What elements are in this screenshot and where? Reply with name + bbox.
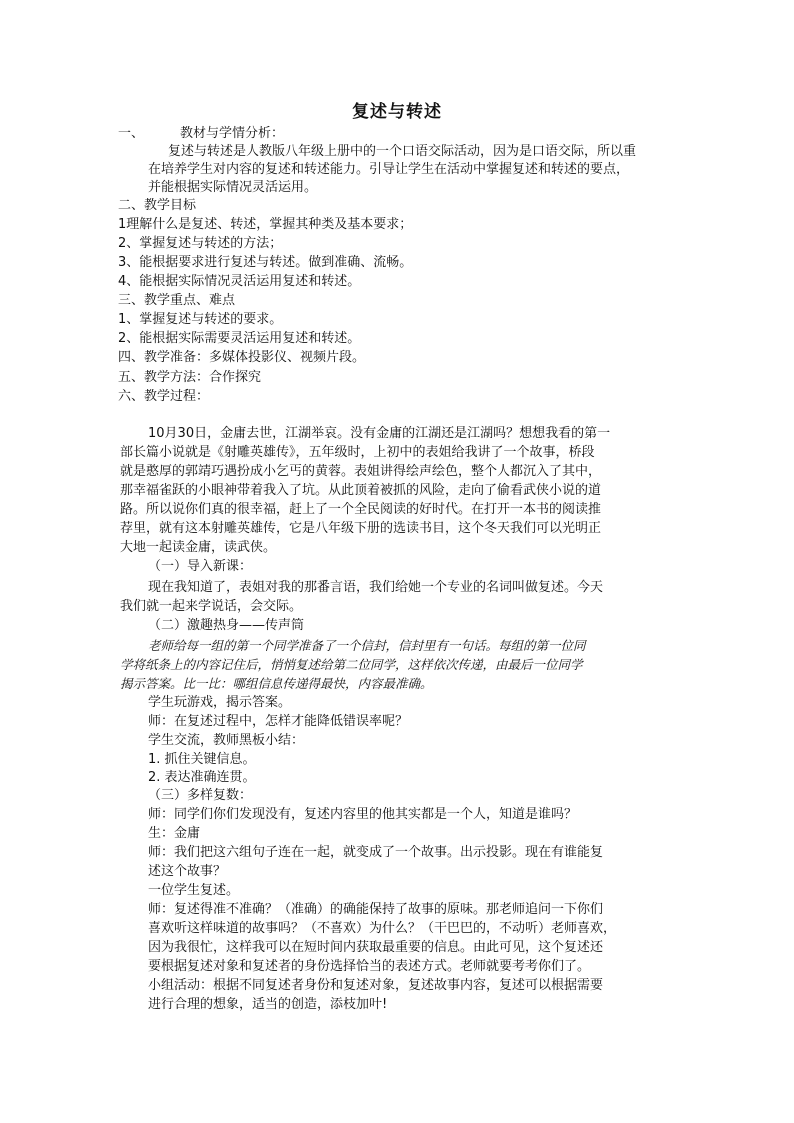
part-2-summary-item: 2. 表达准确连贯。 [148,770,256,785]
section-6-heading: 六、教学过程： [118,389,210,404]
part-2-activity-line: 学将纸条上的内容记住后，悄悄复述给第二位同学，这样依次传递，由最后一位同学 [120,657,583,672]
part-2-line: 学生玩游戏，揭示答案。 [148,695,292,710]
part-3-line: 喜欢听这样味道的故事吗？（不喜欢）为什么？（干巴巴的，不动听）老师喜欢， [148,921,617,936]
objective-item: 3、能根据要求进行复述与转述。做到准确、流畅。 [118,255,413,270]
part-3-line: 师：同学们你们发现没有，复述内容里的他其实都是一个人，知道是谁吗？ [148,807,578,822]
part-3-line: 师：我们把这六组句子连在一起，就变成了一个故事。出示投影。现在有谁能复 [148,845,604,860]
section-1-heading [118,124,284,143]
key-point-item: 1、掌握复述与转述的要求。 [118,312,283,327]
section-3-heading: 三、教学重点、难点 [118,293,236,308]
intro-line: 部长篇小说就是《射雕英雄传》，五年级时，上初中的表姐给我讲了一个故事，桥段 [120,445,595,460]
part-2-activity-line: 揭示答案。比一比：哪组信息传递得最快，内容最准确。 [120,676,433,691]
section-1-paragraph-line: 并能根据实际情况灵活运用。 [148,180,318,195]
intro-line: 大地一起读金庸，读武侠。 [120,540,277,555]
part-3-line: 生：金庸 [148,826,201,841]
intro-line: 那幸福雀跃的小眼神带着我入了坑。从此顶着被抓的风险，走向了偷看武侠小说的道 [120,483,602,498]
section-1-paragraph-line: 复述与转述是人教版八年级上册中的一个口语交际活动，因为是口语交际，所以重 [168,144,637,159]
part-2-summary-item: 1. 抓住关键信息。 [148,752,256,767]
section-2-heading: 二、教学目标 [118,198,197,213]
part-3-line: 一位学生复述。 [148,883,240,898]
part-3-line: 小组活动：根据不同复述者身份和复述对象，复述故事内容，复述可以根据需要 [148,978,604,993]
section-4-heading: 四、教学准备：多媒体投影仪、视频片段。 [118,350,366,365]
part-2-line: 师：在复述过程中，怎样才能降低错误率呢？ [148,714,409,729]
objective-item: 1理解什么是复述、转述，掌握其种类及基本要求； [118,217,413,232]
part-1-line: 现在我知道了，表姐对我的那番言语，我们给她一个专业的名词叫做复述。今天 [148,580,604,595]
part-1-heading: （一）导入新课： [148,559,253,574]
part-3-line: 因为我很忙，这样我可以在短时间内获取最重要的信息。由此可见，这个复述还 [148,940,604,955]
part-3-line: 师：复述得准不准确？（准确）的确能保持了故事的原味。那老师追问一下你们 [148,902,604,917]
intro-line: 荐里，就有这本射雕英雄传，它是八年级下册的选读书目，这个冬天我们可以光明正 [120,521,602,536]
part-3-heading: （三）多样复数： [148,788,253,803]
key-point-item: 2、能根据实际需要灵活运用复述和转述。 [118,331,361,346]
objective-item: 2、掌握复述与转述的方法； [118,236,283,251]
intro-line: 10月30日，金庸去世，江湖举哀。没有金庸的江湖还是江湖吗？想想我看的第一 [148,426,611,441]
section-1-paragraph-line: 在培养学生对内容的复述和转述能力。引导让学生在活动中掌握复述和转述的要点， [148,162,630,177]
objective-item: 4、能根据实际情况灵活运用复述和转述。 [118,274,361,289]
part-3-line: 要根据复述对象和复述者的身份选择恰当的表述方式。老师就要考考你们了。 [148,959,591,974]
part-2-activity-line: 老师给每一组的第一个同学准备了一个信封，信封里有一句话。每组的第一位同 [148,638,586,653]
intro-line: 就是憨厚的郭靖巧遇扮成小乞丐的黄蓉。表姐讲得绘声绘色，整个人都沉入了其中， [120,464,602,479]
intro-line: 路。所以说你们真的很幸福，赶上了一个全民阅读的好时代。在打开一本书的阅读推 [120,502,602,517]
part-2-heading: （二）激趣热身——传声筒 [148,618,305,633]
section-1-number: 一、 [118,126,145,141]
section-1-title: 教材与学情分析： [180,126,285,141]
part-2-line: 学生交流，教师黑板小结： [148,733,305,748]
part-3-line: 进行合理的想象，适当的创造，添枝加叶! [148,997,388,1012]
part-3-line: 述这个故事？ [148,864,227,879]
section-5-heading: 五、教学方法：合作探究 [118,370,262,385]
part-1-line: 我们就一起来学说话，会交际。 [120,599,303,614]
document-title: 复述与转述 [352,102,442,122]
